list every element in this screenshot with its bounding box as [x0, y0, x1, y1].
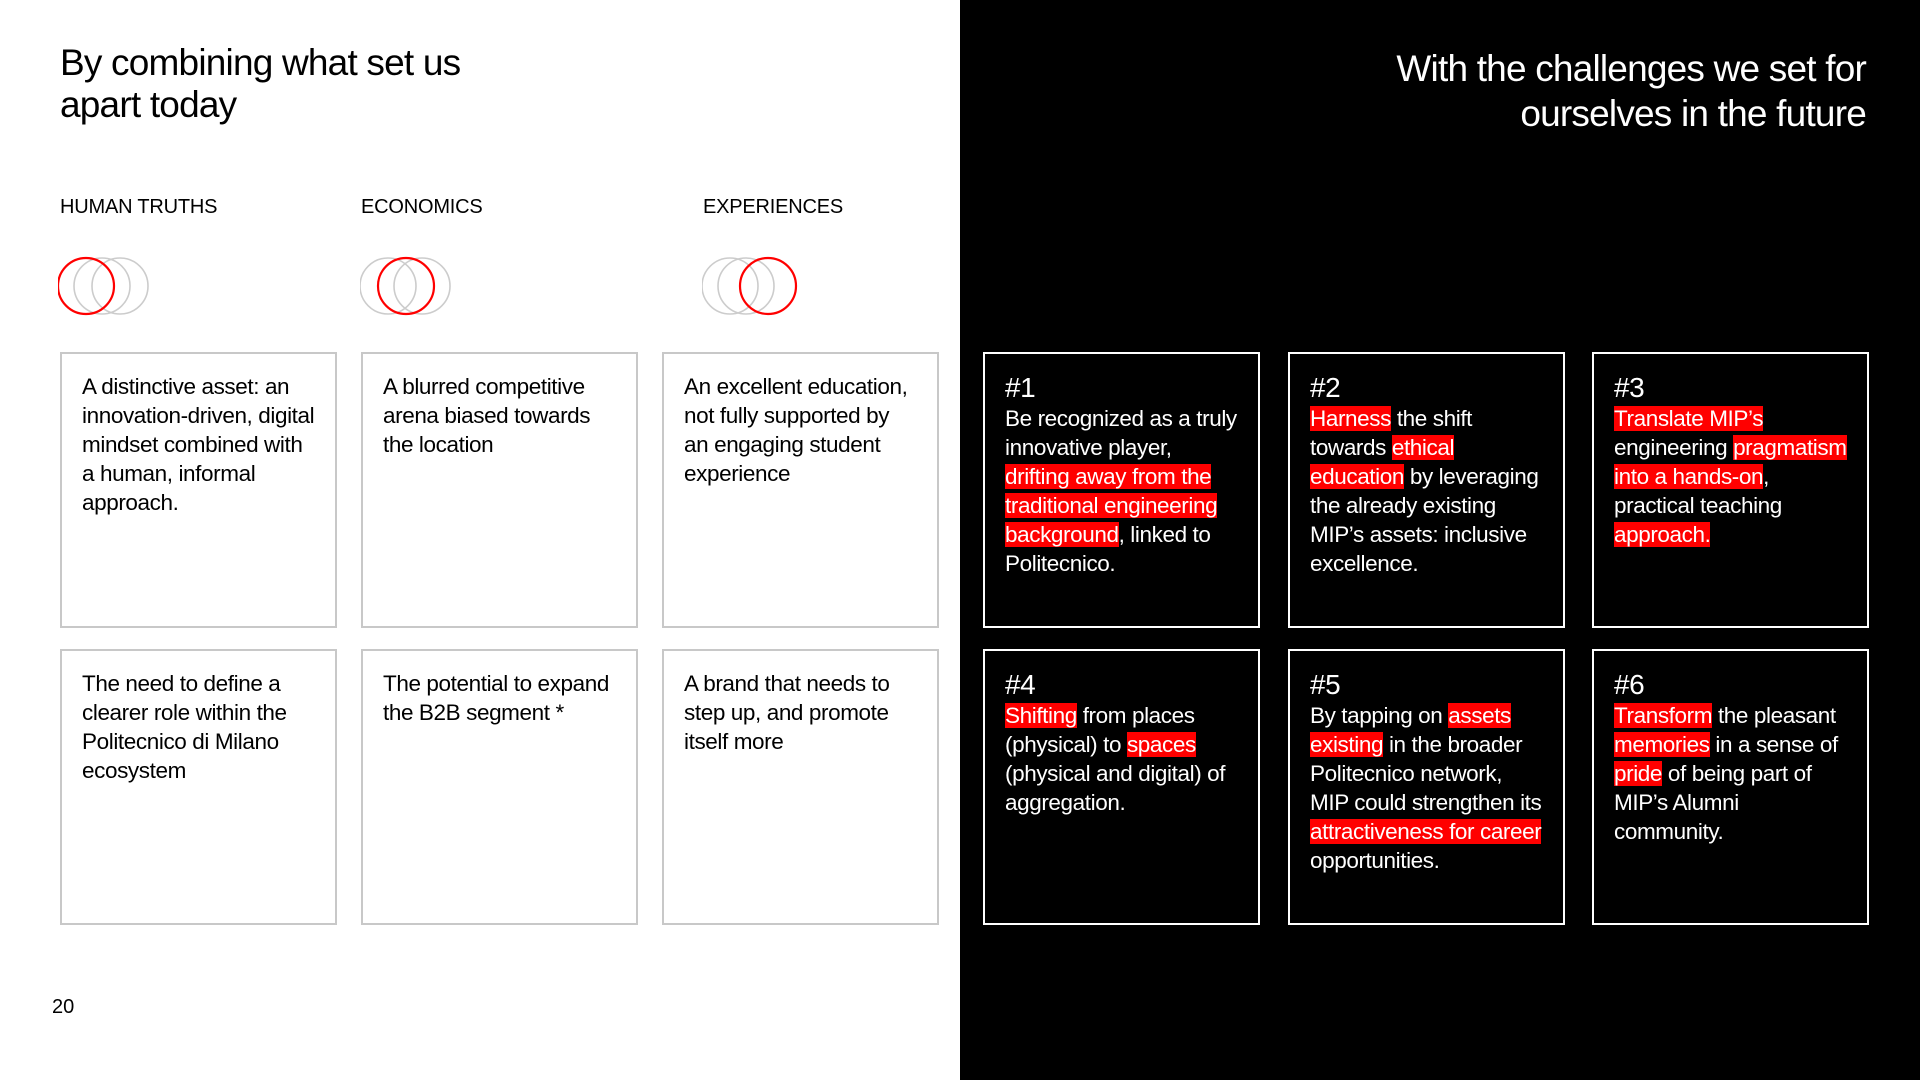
today-card-2 — [361, 352, 638, 628]
challenge-number: #6 — [1614, 669, 1645, 700]
challenge-number: #2 — [1310, 372, 1341, 403]
highlighted-phrase: attractiveness for career — [1310, 819, 1542, 844]
highlighted-phrase: pragmatism into a hands-on — [1614, 435, 1847, 489]
plain-phrase: in the broader Politecnico network, MIP could strengthen its — [1310, 732, 1542, 815]
plain-phrase: , linked to Politecnico. — [1005, 522, 1211, 576]
today-card-4 — [60, 649, 337, 925]
plain-phrase: by leveraging the already existing MIP’s assets: inclusive excellence. — [1310, 464, 1539, 576]
challenge-text — [1005, 406, 1237, 576]
category-human-truths: HUMAN TRUTHS — [60, 196, 218, 218]
challenge-text — [1614, 406, 1847, 547]
challenge-card-1 — [983, 352, 1260, 628]
challenge-number: #4 — [1005, 669, 1036, 700]
highlighted-phrase: spaces — [1126, 732, 1196, 757]
category-experiences: EXPERIENCES — [703, 196, 844, 218]
plain-phrase: engineering — [1614, 435, 1734, 460]
challenge-card-5 — [1288, 649, 1565, 925]
right-panel — [960, 0, 1920, 1080]
highlighted-phrase: pride — [1614, 761, 1663, 786]
challenge-number: #1 — [1005, 372, 1036, 403]
highlighted-phrase: Shifting — [1005, 703, 1077, 728]
plain-phrase: the shift towards — [1310, 406, 1473, 460]
challenge-card-2 — [1288, 352, 1565, 628]
highlighted-phrase: Transform — [1614, 703, 1713, 728]
challenge-card-4 — [983, 649, 1260, 925]
highlighted-phrase: approach. — [1614, 522, 1711, 547]
plain-phrase: in a sense of — [1709, 732, 1838, 757]
category-economics: ECONOMICS — [361, 196, 483, 218]
challenge-text — [1310, 406, 1538, 576]
today-card-5-text: The potential to expand the B2B segment * — [383, 671, 609, 725]
challenge-text — [1005, 703, 1225, 815]
plain-phrase: of being part of MIP’s Alumni community. — [1614, 761, 1812, 844]
today-card-6 — [662, 649, 939, 925]
today-card-4-text: The need to define a clearer role within the Politecnico di Milano ecosystem — [82, 671, 287, 783]
today-card-1 — [60, 352, 337, 628]
right-title: With the challenges we set for ourselves in the future — [1396, 48, 1866, 134]
left-title: By combining what set us apart today — [60, 42, 461, 125]
challenge-number: #5 — [1310, 669, 1341, 700]
challenge-number: #3 — [1614, 372, 1645, 403]
today-card-6-text: A brand that needs to step up, and promote itself more — [684, 671, 890, 754]
plain-phrase: (physical and digital) of aggregation. — [1005, 761, 1226, 815]
today-card-2-text: A blurred competitive arena biased towards the location — [383, 374, 591, 457]
highlighted-phrase: drifting away from the traditional engineering background — [1005, 464, 1218, 547]
challenge-text — [1310, 703, 1541, 873]
plain-phrase: opportunities. — [1310, 848, 1440, 873]
plain-phrase: from places (physical) to — [1005, 703, 1195, 757]
plain-phrase: Be recognized as a truly innovative player, — [1005, 406, 1237, 460]
plain-phrase: the pleasant — [1712, 703, 1836, 728]
today-card-1-text: A distinctive asset: an innovation-driven, digital mindset combined with a human, informal approach. — [82, 374, 315, 515]
today-card-3-text: An excellent education, not fully supported by an engaging student experience — [684, 374, 908, 486]
page-number: 20 — [52, 996, 75, 1018]
highlighted-phrase: ethical education — [1310, 435, 1455, 489]
highlighted-phrase: assets existing — [1310, 703, 1511, 757]
today-card-5 — [361, 649, 638, 925]
venn-human-truths-icon — [58, 254, 158, 318]
highlighted-phrase: Harness — [1310, 406, 1391, 431]
highlighted-phrase: Translate MIP’s — [1614, 406, 1764, 431]
venn-economics-icon — [360, 254, 460, 318]
venn-experiences-icon — [702, 254, 802, 318]
challenge-text — [1614, 703, 1838, 844]
plain-phrase: , practical teaching — [1614, 464, 1782, 518]
challenge-card-6 — [1592, 649, 1869, 925]
plain-phrase: By tapping on — [1310, 703, 1449, 728]
challenge-card-3 — [1592, 352, 1869, 628]
highlighted-phrase: memories — [1614, 732, 1710, 757]
today-card-3 — [662, 352, 939, 628]
